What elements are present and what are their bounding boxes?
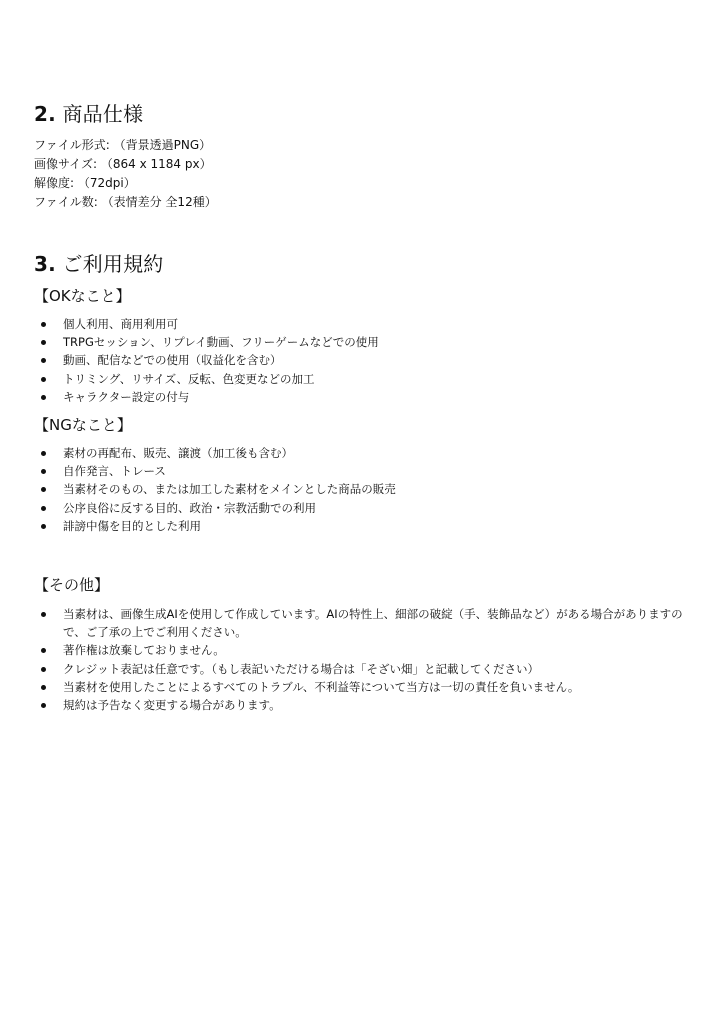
list-item [0,499,725,517]
list-item-text: 個人利用、商用利用可 [63,317,178,331]
list-item-text: 規約は予告なく変更する場合があります。 [63,698,281,713]
spec-resolution: 解像度: （72dpi） [34,176,136,190]
bullet-icon [41,506,46,511]
ng-list [0,444,725,535]
list-item-text: キャラクター設定の付与 [63,389,190,404]
ng-heading: 【NGなこと】 [34,416,132,434]
bullet-icon [41,340,46,345]
list-item [0,388,725,406]
list-item-text: 誹謗中傷を目的とした利用 [63,518,201,533]
bullet-icon [41,377,46,382]
list-item [0,370,725,388]
bullet-icon [41,395,46,400]
list-item [0,517,725,535]
list-item [0,444,725,462]
section-3-heading [34,248,163,277]
bullet-icon [41,469,46,474]
list-item [0,333,725,351]
spec-image-size: 画像サイズ: （864 x 1184 px） [34,157,212,171]
list-item-text: 当素材を使用したことによるすべてのトラブル、不利益等について当方は一切の責任を負いません。 [63,679,580,694]
bullet-icon [41,524,46,529]
list-item [0,315,725,333]
list-item-text: 公序良俗に反する目的、政治・宗教活動での利用 [63,500,316,515]
section-2-title: 商品仕様 [62,102,144,126]
bullet-icon [41,612,46,617]
section-2-number: 2. [34,102,56,126]
other-list [0,605,725,714]
list-item [0,660,725,678]
list-item [0,351,725,369]
list-item [0,462,725,480]
bullet-icon [41,667,46,672]
bullet-icon [41,703,46,708]
list-item-text: 著作権は放棄しておりません。 [63,643,225,658]
list-item-text: 動画、配信などでの使用（収益化を含む） [63,353,282,368]
spec-file-count: ファイル数: （表情差分 全12種） [34,195,217,209]
bullet-icon [41,685,46,690]
section-3-title: ご利用規約 [62,252,164,276]
list-item [0,678,725,696]
list-item-text: クレジット表記は任意です。（もし表記いただける場合は「そざい畑」と記載してください） [63,661,540,676]
list-item [0,605,725,641]
section-2-heading [34,98,143,127]
list-item [0,696,725,714]
list-item-text: 素材の再配布、販売、譲渡（加工後も含む） [63,446,293,460]
section-3-number: 3. [34,252,56,276]
bullet-icon [41,648,46,653]
ok-list [0,315,725,406]
bullet-icon [41,358,46,363]
spec-file-format: ファイル形式: （背景透過PNG） [34,138,212,152]
bullet-icon [41,487,46,492]
list-item-text: 自作発言、トレース [63,464,166,479]
list-item-text: トリミング、リサイズ、反転、色変更などの加工 [63,371,315,386]
list-item [0,641,725,659]
list-item-text: 当素材は、画像生成AIを使用して作成しています。AIの特性上、細部の破綻（手、装飾品など）がある場合がありますので、ご了承の上でご利用ください。 [63,607,683,640]
list-item-text: TRPGセッション、リプレイ動画、フリーゲームなどでの使用 [63,335,379,350]
list-item-text: 当素材そのもの、または加工した素材をメインとした商品の販売 [63,482,396,497]
list-item [0,480,725,498]
bullet-icon [41,322,46,327]
ok-heading: 【OKなこと】 [34,287,131,305]
other-heading: 【その他】 [34,576,110,594]
bullet-icon [41,451,46,456]
